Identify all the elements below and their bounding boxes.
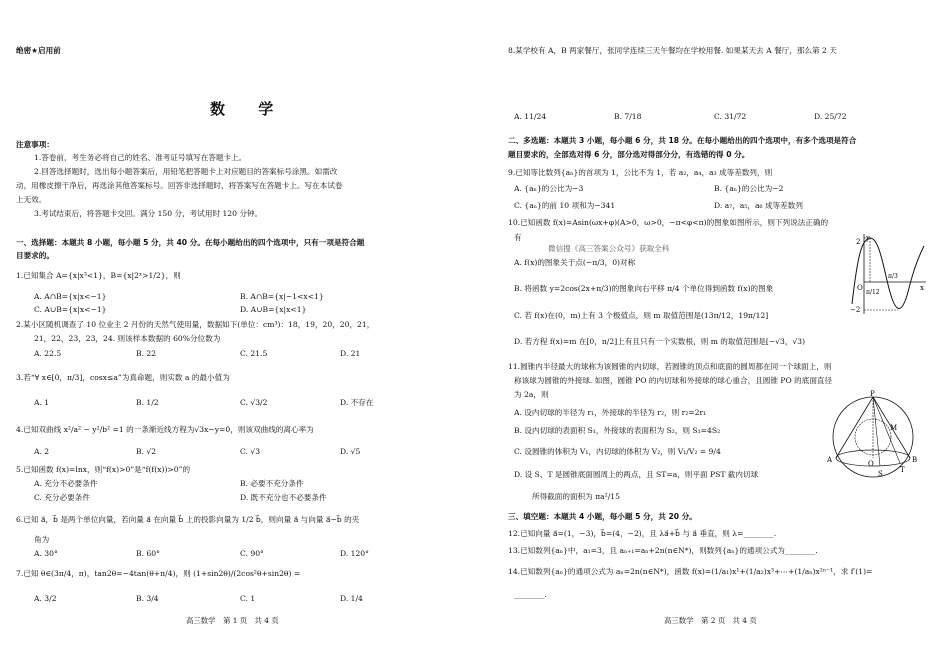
label-y-bottom: −2 (850, 306, 861, 314)
question-11: 11.圆锥内半径最大的球称为该圆锥的内切球，若圆锥的顶点和底面的圆周都在同一个球面上，则 (508, 362, 832, 371)
question-8: 8.某学校有 A，B 两家餐厅，张同学连续三天午餐均在学校用餐. 如果某天去 A 餐厅，那么第 2 天 (508, 46, 837, 55)
page-title: 数 学 (210, 100, 288, 118)
question-6-cont: 角为 (34, 535, 50, 544)
question-4: 4.已知双曲线 x²/a² − y²/b² =1 的一条渐近线方程为√3x−y=0，则该双曲线的离心率为 (16, 425, 314, 434)
option: B. {aₙ}的公比为−2 (714, 184, 784, 193)
option: A. 11/24 (514, 112, 547, 121)
notice-heading: 注意事项： (16, 140, 54, 149)
option: C. √3 (240, 447, 261, 456)
question-10: 10.已知函数 f(x)=Asin(ωx+φ)(A>0，ω>0，−π<φ<π)的图象如图所示，则下列说法正确的 (508, 218, 829, 227)
question-14: 14.已知数列{aₙ}的通项公式为 aₙ=2n(n∈N*)，函数 f(x)=(1/a₁)x¹+(1/a₂)x³+⋯+(1/aₙ)x²ⁿ⁻¹，求 f′(1)= (508, 567, 873, 576)
option: B. 22 (136, 349, 157, 358)
notice-item: 上无效。 (16, 195, 47, 204)
label-y-top: 2 (856, 238, 861, 246)
cone-edge-left (836, 397, 873, 458)
label-O: O (868, 460, 874, 468)
watermark-text: 微信搜《高三答案公众号》获取全科 (548, 244, 670, 253)
notice-item: 2.回答选择题时，选出每小题答案后，用铅笔把答题卡上对应题目的答案标号涂黑。如需改 (34, 167, 338, 176)
option: B. A∩B={x|−1<x<1} (240, 292, 324, 301)
question-6: 6.已知 a⃗，b⃗ 是两个单位向量，若向量 a⃗ 在向量 b⃗ 上的投影向量为 1/2 b⃗，则向量 a⃗ 与向量 a⃗−b⃗ 的夹 (16, 515, 360, 524)
option: B. 1/2 (136, 398, 159, 407)
label-x1: π/12 (866, 289, 880, 296)
question-3: 3.若“∀ x∈[0，π/3]，cosx≤a”为真命题，则实数 a 的最小值为 (16, 373, 230, 382)
option: B. 7/18 (614, 112, 642, 121)
option: A. 2 (34, 447, 50, 456)
sine-graph-figure (850, 232, 928, 318)
option: C. √3/2 (240, 398, 268, 407)
option: B. 将函数 y=2cos(2x+π/3)的图象向右平移 π/4 个单位得到函数 f(x)的图象 (514, 284, 774, 293)
option: B. √2 (136, 447, 157, 456)
option: C. {aₙ}的前 10 项和为−341 (514, 201, 616, 210)
question-11-cont: 称该球为圆锥的外接球. 如图，圆锥 PO 的内切球和外接球的球心重合，且圆锥 PO 的底面直径 (514, 376, 833, 385)
option: A. 3/2 (34, 594, 57, 603)
option: C. 31/72 (714, 112, 747, 121)
option: C. 1 (240, 594, 256, 603)
option-cont: 所得截面的面积为 πa²/15 (532, 492, 620, 501)
label-axis-y: y (866, 234, 870, 242)
question-13: 13.已知数列{aₙ}中，a₁=3，且 aₙ₊₁=aₙ+2n(n∈N*)，则数列{aₙ}的通项公式为________. (508, 546, 818, 555)
option: B. 3/4 (136, 594, 159, 603)
question-9: 9.已知等比数列{aₙ}的首项为 1，公比不为 1，若 a₂，a₄，a₃ 成等差数列，则 (508, 168, 773, 177)
section-heading: 二、多选题：本题共 3 小题，每小题 6 分，共 18 分。在每小题给出的四个选项中，有多个选项是符合 (508, 136, 857, 145)
option: D. √5 (340, 447, 361, 456)
option: B. 必要不充分条件 (240, 479, 304, 488)
section-heading: 三、填空题：本题共 4 小题，每小题 5 分，共 20 分。 (508, 512, 697, 521)
option: D. 设 S、T 是圆锥底面圆周上的两点，且 ST=a，则平面 PST 截内切球 (514, 470, 759, 479)
label-axis-x: x (920, 284, 924, 292)
option: B. 60° (136, 549, 160, 558)
question-1: 1.已知集合 A={x|x³<1}，B={x|2ˣ>1/2}，则 (16, 271, 181, 280)
section-heading: 一、选择题：本题共 8 小题，每小题 5 分，共 40 分。在每小题给出的四个选项中，只有一项是符合题 (16, 238, 365, 247)
cone-sphere-figure (824, 390, 922, 480)
option: A. A∩B={x|x<−1} (34, 292, 107, 301)
label-M: M (890, 424, 898, 432)
option: A. {aₙ}的公比为−3 (514, 184, 584, 193)
page-footer: 高三数学 第 1 页 共 4 页 (186, 616, 279, 625)
option: D. A∪B={x|x<1} (240, 305, 307, 314)
option: C. 90° (240, 549, 264, 558)
label-A: A (827, 456, 833, 464)
option: C. 21.5 (240, 349, 268, 358)
question-11-cont: 为 2a，则 (514, 390, 549, 399)
option: A. 22.5 (34, 349, 62, 358)
answer-blank: ________. (514, 590, 547, 599)
left-page (0, 0, 470, 653)
option: A. 30° (34, 549, 58, 558)
question-5: 5.已知函数 f(x)=lnx，则“f(x)>0”是“f(f(x))>0”的 (16, 465, 191, 474)
option: C. A∪B={x|x<−1} (34, 305, 107, 314)
option: D. 不存在 (340, 398, 374, 407)
option: D. 21 (340, 349, 361, 358)
option: B. 设内切球的表面积 S₁，外接球的表面积为 S₂，则 S₁=4S₂ (514, 426, 721, 435)
option: D. a₇，a₅，a₆ 成等差数列 (714, 201, 803, 210)
option: D. 既不充分也不必要条件 (240, 493, 327, 502)
question-7: 7.已知 θ∈(3π/4，π)，tan2θ=−4tan(θ+π/4)，则 (1+sin2θ)/(2cos²θ+sin2θ) = (16, 569, 301, 578)
option: A. 充分不必要条件 (34, 479, 98, 488)
right-page (478, 0, 950, 653)
option: A. f(x)的图象关于点(−π/3，0)对称 (514, 258, 636, 267)
option: A. 设内切球的半径为 r₁，外接球的半径为 r₂，则 r₂=2r₁ (514, 408, 707, 417)
notice-item: 1.答卷前，考生务必将自己的姓名、准考证号填写在答题卡上。 (34, 153, 247, 162)
page-footer: 高三数学 第 2 页 共 4 页 (664, 616, 757, 625)
notice-item: 动，用橡皮擦干净后，再选涂其他答案标号。回答非选择题时，将答案写在答题卡上。写在本试卷 (16, 181, 343, 190)
label-B: B (912, 456, 918, 464)
section-heading: 目要求的。 (16, 251, 54, 260)
option: D. 25/72 (814, 112, 847, 121)
notice-item: 3.考试结束后，将答题卡交回。满分 150 分，考试用时 120 分钟。 (34, 209, 263, 218)
option: A. 1 (34, 398, 50, 407)
section-heading: 题目要求的，全部选对得 6 分，部分选对得部分分，有选错的得 0 分。 (508, 150, 750, 159)
option: C. 若 f(x)在(0，m)上有 3 个极值点，则 m 取值范围是(13π/12，19π/12] (514, 311, 769, 320)
option: C. 充分必要条件 (34, 493, 90, 502)
option: D. 1/4 (340, 594, 363, 603)
label-T: T (900, 466, 905, 474)
label-x2: π/3 (888, 273, 898, 280)
option: D. 若方程 f(x)=m 在[0，π/2]上有且只有一个实数根，则 m 的取值范围是[−√3，√3) (514, 337, 806, 346)
question-12: 12.已知向量 a⃗=(1，−3)，b⃗=(4，−2)，且 λa⃗+b⃗ 与 a⃗ 垂直，则 λ=________. (508, 529, 777, 538)
label-P: P (870, 390, 875, 398)
option: D. 120° (340, 549, 369, 558)
question-2: 2.某小区随机调查了 10 位业主 2 月份的天然气使用量，数据如下(单位：cm³)：18，19，20，20，21， (16, 320, 375, 329)
question-2-cont: 21，22，23，23，24. 则该样本数据的 60%分位数为 (34, 334, 221, 343)
confidential-header: 绝密★启用前 (16, 46, 61, 55)
question-10-cont: 有 (514, 233, 522, 242)
label-origin: O (857, 284, 863, 292)
option: C. 设圆锥的体积为 V₁，内切球的体积为 V₂，则 V₁/V₂ = 9/4 (514, 447, 721, 456)
label-S: S (878, 470, 883, 478)
